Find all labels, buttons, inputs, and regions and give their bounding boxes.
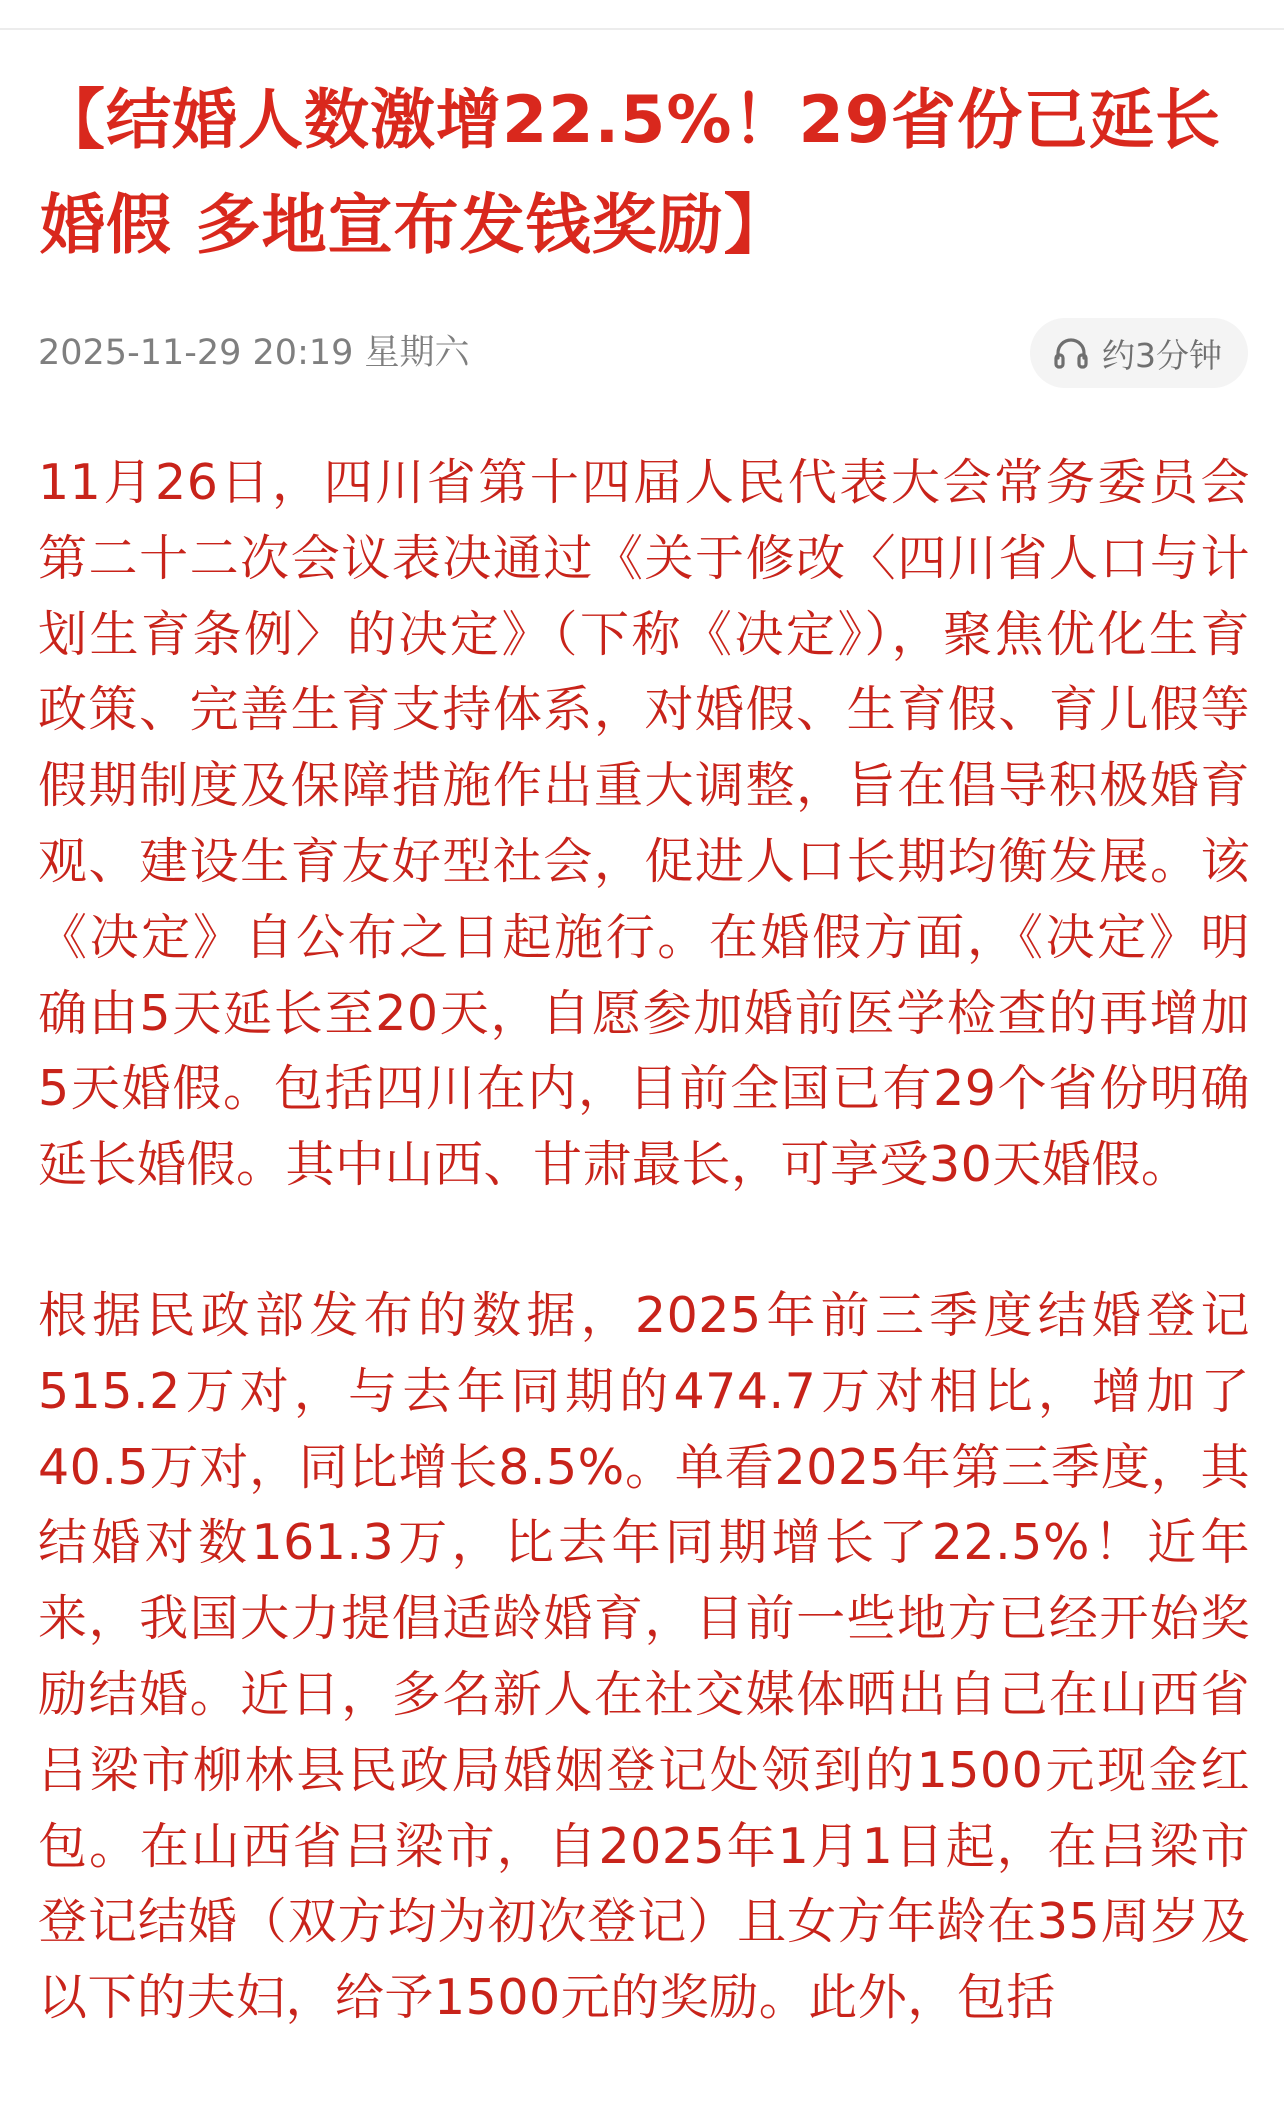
article-meta [38, 318, 1248, 388]
read-time-label: 约3分钟 [1102, 335, 1222, 375]
article-title: 【结婚人数激增22.5%！29省份已延长婚假 多地宣布发钱奖励】 [40, 83, 1221, 263]
paragraph-1: 11月26日，四川省第十四届人民代表大会常务委员会第二十二次会议表决通过《关于修改〈四川省人口与计划生育条例〉的决定》（下称《决定》），聚焦优化生育政策、完善生育支持体系，对婚假、生育假、育儿假等假期制度及保障措施作出重大调整，旨在倡导积极婚育观、建设生育友好型社会，促进人口长期均衡发展。该《决定》自公布之日起施行。在婚假方面，《决定》明确由5天延长至20天，自愿参加婚前医学检查的再增加5天婚假。包括四川在内，目前全国已有29个省份明确延长婚假。其中山西、甘肃最长，可享受30天婚假。 [38, 454, 1250, 1194]
top-divider [0, 28, 1284, 30]
listen-button[interactable] [1030, 318, 1248, 388]
publish-date: 2025-11-29 20:19 星期六 [38, 333, 470, 373]
article-body [38, 445, 1250, 2036]
paragraph-2: 根据民政部发布的数据，2025年前三季度结婚登记515.2万对，与去年同期的474.7万对相比，增加了40.5万对，同比增长8.5%。单看2025年第三季度，其结婚对数161.3万，比去年同期增长了22.5%！近年来，我国大力提倡适龄婚育，目前一些地方已经开始奖励结婚。近日，多名新人在社交媒体晒出自己在山西省吕梁市柳林县民政局婚姻登记处领到的1500元现金红包。在山西省吕梁市，自2025年1月1日起，在吕梁市登记结婚（双方均为初次登记）且女方年龄在35周岁及以下的夫妇，给予1500元的奖励。此外，包括 [38, 1286, 1250, 2027]
headphones-icon [1052, 334, 1090, 372]
